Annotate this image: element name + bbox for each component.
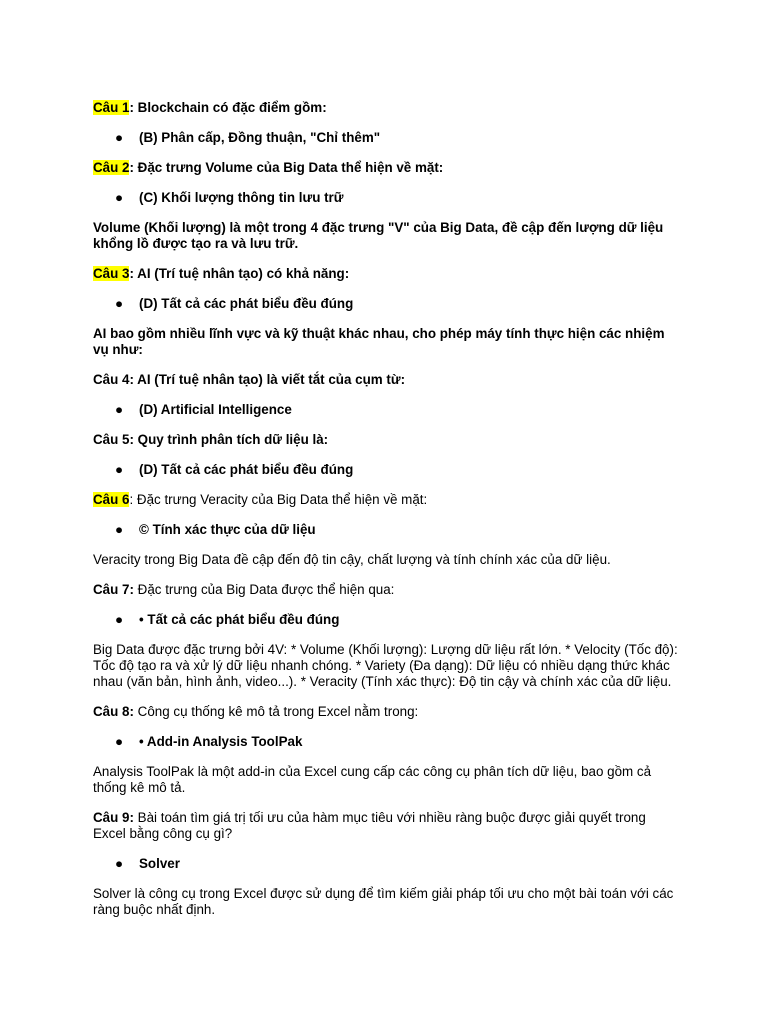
answer-text: • Add-in Analysis ToolPak — [139, 734, 303, 749]
explanation-3: AI bao gồm nhiều lĩnh vực và kỹ thuật khác nhau, cho phép máy tính thực hiện các nhiệm vụ như: — [93, 326, 665, 357]
answer-6 — [93, 522, 678, 538]
question-label: Câu 2 — [93, 160, 130, 175]
answer-2 — [93, 190, 678, 206]
answer-1 — [93, 130, 678, 146]
question-text: : Blockchain có đặc điểm gồm: — [129, 100, 327, 115]
answer-text: (D) Tất cả các phát biểu đều đúng — [139, 462, 354, 477]
answer-3 — [93, 296, 678, 312]
answer-4 — [93, 402, 678, 418]
question-7 — [93, 582, 678, 598]
question-text: Đặc trưng của Big Data được thể hiện qua: — [133, 582, 395, 597]
question-2 — [93, 160, 678, 176]
question-text: : AI (Trí tuệ nhân tạo) là viết tắt của cụm từ: — [129, 372, 406, 387]
question-3 — [93, 266, 678, 282]
bullet-icon: ● — [115, 522, 124, 537]
question-label: Câu 9: — [93, 810, 134, 825]
question-text: Công cụ thống kê mô tả trong Excel nằm trong: — [133, 704, 419, 719]
answer-7 — [93, 612, 678, 628]
question-label: Câu 8: — [93, 704, 134, 719]
answer-text: Solver — [139, 856, 180, 871]
explanation-6: Veracity trong Big Data đề cập đến độ tin cậy, chất lượng và tính chính xác của dữ liệu. — [93, 552, 611, 567]
question-6 — [93, 492, 678, 508]
bullet-icon: ● — [115, 462, 124, 477]
bullet-icon: ● — [115, 856, 124, 871]
question-text: : Đặc trưng Volume của Big Data thể hiện về mặt: — [129, 160, 444, 175]
answer-8 — [93, 734, 678, 750]
explanation-9: Solver là công cụ trong Excel được sử dụng để tìm kiếm giải pháp tối ưu cho một bài toán với các ràng buộc nhất định. — [93, 886, 674, 917]
question-5 — [93, 432, 678, 448]
question-9 — [93, 810, 678, 842]
question-4 — [93, 372, 678, 388]
explanation-8: Analysis ToolPak là một add-in của Excel cung cấp các công cụ phân tích dữ liệu, bao gồm cả thống kê mô tả. — [93, 764, 652, 795]
bullet-icon: ● — [115, 296, 124, 311]
answer-text: (C) Khối lượng thông tin lưu trữ — [139, 190, 344, 205]
question-text: : Quy trình phân tích dữ liệu là: — [129, 432, 329, 447]
question-label: Câu 6 — [93, 492, 130, 507]
answer-text: (D) Tất cả các phát biểu đều đúng — [139, 296, 354, 311]
explanation-7: Big Data được đặc trưng bởi 4V: * Volume (Khối lượng): Lượng dữ liệu rất lớn. * Velocity (Tốc độ): Tốc độ tạo ra và xử lý dữ liệu nhanh chóng. * Variety (Đa dạng): Dữ liệu có nhiều dạng thức khác nhau (văn bản, hình ảnh, video...). * Veracity (Tính xác thực): Độ tin cậy và chính xác của dữ liệu. — [93, 642, 678, 689]
bullet-icon: ● — [115, 130, 124, 145]
answer-5 — [93, 462, 678, 478]
bullet-icon: ● — [115, 734, 124, 749]
question-8 — [93, 704, 678, 720]
question-label: Câu 1 — [93, 100, 130, 115]
question-text: : Đặc trưng Veracity của Big Data thể hiện về mặt: — [129, 492, 428, 507]
question-label: Câu 7: — [93, 582, 134, 597]
bullet-icon: ● — [115, 612, 124, 627]
question-1 — [93, 100, 678, 116]
document-page — [93, 100, 678, 932]
question-label: Câu 3 — [93, 266, 130, 281]
question-text: : AI (Trí tuệ nhân tạo) có khả năng: — [129, 266, 350, 281]
question-label: Câu 4 — [93, 372, 130, 387]
bullet-icon: ● — [115, 402, 124, 417]
bullet-icon: ● — [115, 190, 124, 205]
answer-text: • Tất cả các phát biểu đều đúng — [139, 612, 340, 627]
question-text: Bài toán tìm giá trị tối ưu của hàm mục tiêu với nhiều ràng buộc được giải quyết trong Excel bằng công cụ gì? — [93, 810, 646, 841]
answer-text: (B) Phân cấp, Đồng thuận, "Chỉ thêm" — [139, 130, 381, 145]
answer-9 — [93, 856, 678, 872]
question-label: Câu 5 — [93, 432, 130, 447]
answer-text: © Tính xác thực của dữ liệu — [139, 522, 316, 537]
answer-text: (D) Artificial Intelligence — [139, 402, 292, 417]
explanation-2: Volume (Khối lượng) là một trong 4 đặc trưng "V" của Big Data, đề cập đến lượng dữ liệu khổng lồ được tạo ra và lưu trữ. — [93, 220, 664, 251]
